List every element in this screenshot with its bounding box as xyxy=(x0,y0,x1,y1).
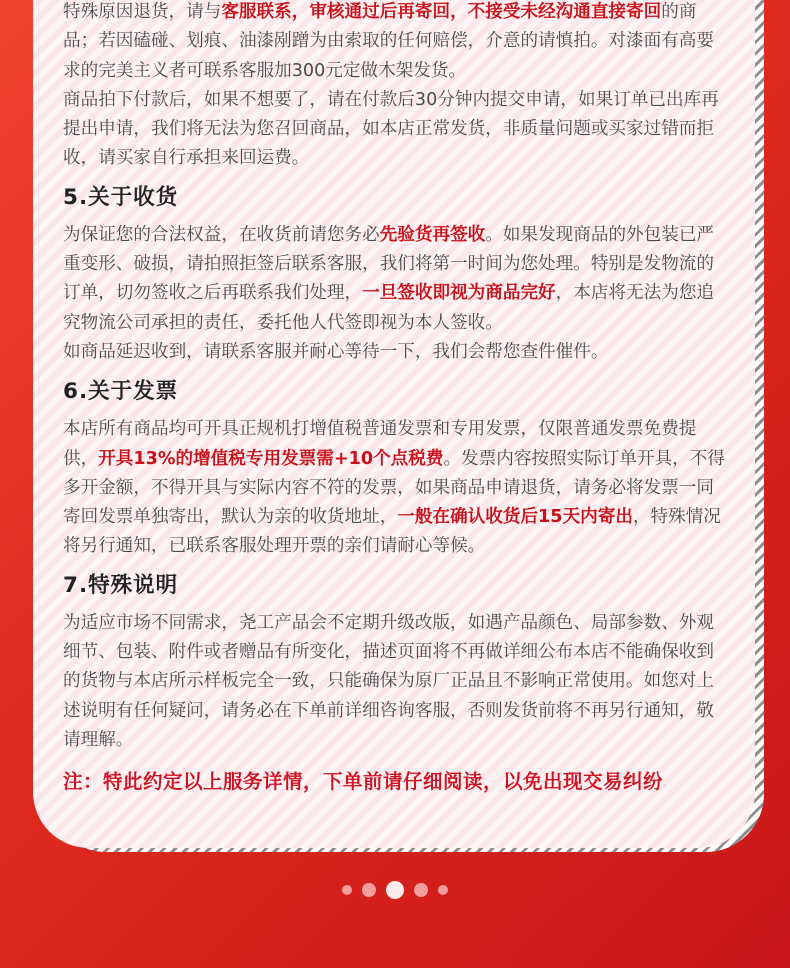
highlight-text: 开具13%的增值税专用发票需+10个点税费 xyxy=(98,448,444,469)
invoice-paragraph-1 xyxy=(63,415,728,561)
highlight-text: 先验货再签收 xyxy=(379,224,486,245)
pagination-dot[interactable] xyxy=(342,885,352,895)
text-span: 的商品；若因磕碰、划痕、油漆剐蹭为由索取的任何赔偿，介意的请慎拍。对漆面有高要求的完美主义者可联系客服加300元定做木架发货。 xyxy=(63,2,714,81)
returns-paragraph-2: 商品拍下付款后，如果不想要了，请在付款后30分钟内提交申请，如果订单已出库再提出申请，我们将无法为您召回商品，如本店正常发货，非质量问题或买家过错而拒收，请买家自行承担来回运费。 xyxy=(63,89,719,169)
pagination-dot[interactable] xyxy=(438,885,448,895)
receiving-paragraph-1 xyxy=(63,221,728,338)
text-span: 。发票内容按照实际订单开具，不得多开金额，不得开具与实际内容不符的发票，如果商品申请退货，请务必将发票一同寄回发票单独寄出，默认为亲的收货地址， xyxy=(63,448,725,528)
card-content xyxy=(63,0,728,797)
receiving-paragraph-2: 如商品延迟收到，请联系客服并耐心等待一下，我们会帮您查件催件。 xyxy=(63,341,609,362)
text-span: 特殊原因退货，请与 xyxy=(63,2,222,22)
highlight-text: 客服联系，审核通过后再寄回，不接受未经沟通直接寄回 xyxy=(221,2,662,22)
text-span: 为保证您的合法权益，在收货前请您务必 xyxy=(63,224,380,245)
section-title-invoice: 6.关于发票 xyxy=(63,379,179,405)
special-paragraph-1: 为适应市场不同需求，尧工产品会不定期升级改版，如遇产品颜色、局部参数、外观细节、包装、附件或者赠品有所变化，描述页面将不再做详细公布本店不能确保收到的货物与本店所示样板完全一致，只能确保为原厂正品且不影响正常使用。如您对上述说明有任何疑问，请务必在下单前详细咨询客服，否则发货前将不再另行通知，敬请理解。 xyxy=(63,612,714,750)
text-span: 本店所有商品均可开具正规机打增值税普通发票和专用发票，仅限普通发票免费提供， xyxy=(63,419,697,469)
pagination-dots xyxy=(0,880,790,900)
pagination-dot[interactable] xyxy=(362,883,376,897)
pagination-dot-active[interactable] xyxy=(386,881,404,899)
pagination-dot[interactable] xyxy=(414,883,428,897)
returns-paragraph-1 xyxy=(63,0,728,86)
info-card xyxy=(33,0,755,848)
highlight-text: 一般在确认收货后15天内寄出 xyxy=(397,507,633,528)
text-span: ，本店将无法为您追究物流公司承担的责任，委托他人代签即视为本人签收。 xyxy=(63,283,715,333)
section-title-receiving: 5.关于收货 xyxy=(63,184,179,210)
text-span: ，特殊情况将另行通知，已联系客服处理开票的亲们请耐心等候。 xyxy=(63,507,721,557)
highlight-text: 一旦签收即视为商品完好 xyxy=(362,283,556,304)
text-span: 。如果发现商品的外包装已严重变形、破损，请拍照拒签后联系客服，我们将第一时间为您处理。特别是发物流的订单，切勿签收之后再联系我们处理， xyxy=(63,224,715,304)
section-title-special: 7.特殊说明 xyxy=(63,572,179,598)
notice-text: 注：特此约定以上服务详情，下单前请仔细阅读，以免出现交易纠纷 xyxy=(63,770,664,794)
